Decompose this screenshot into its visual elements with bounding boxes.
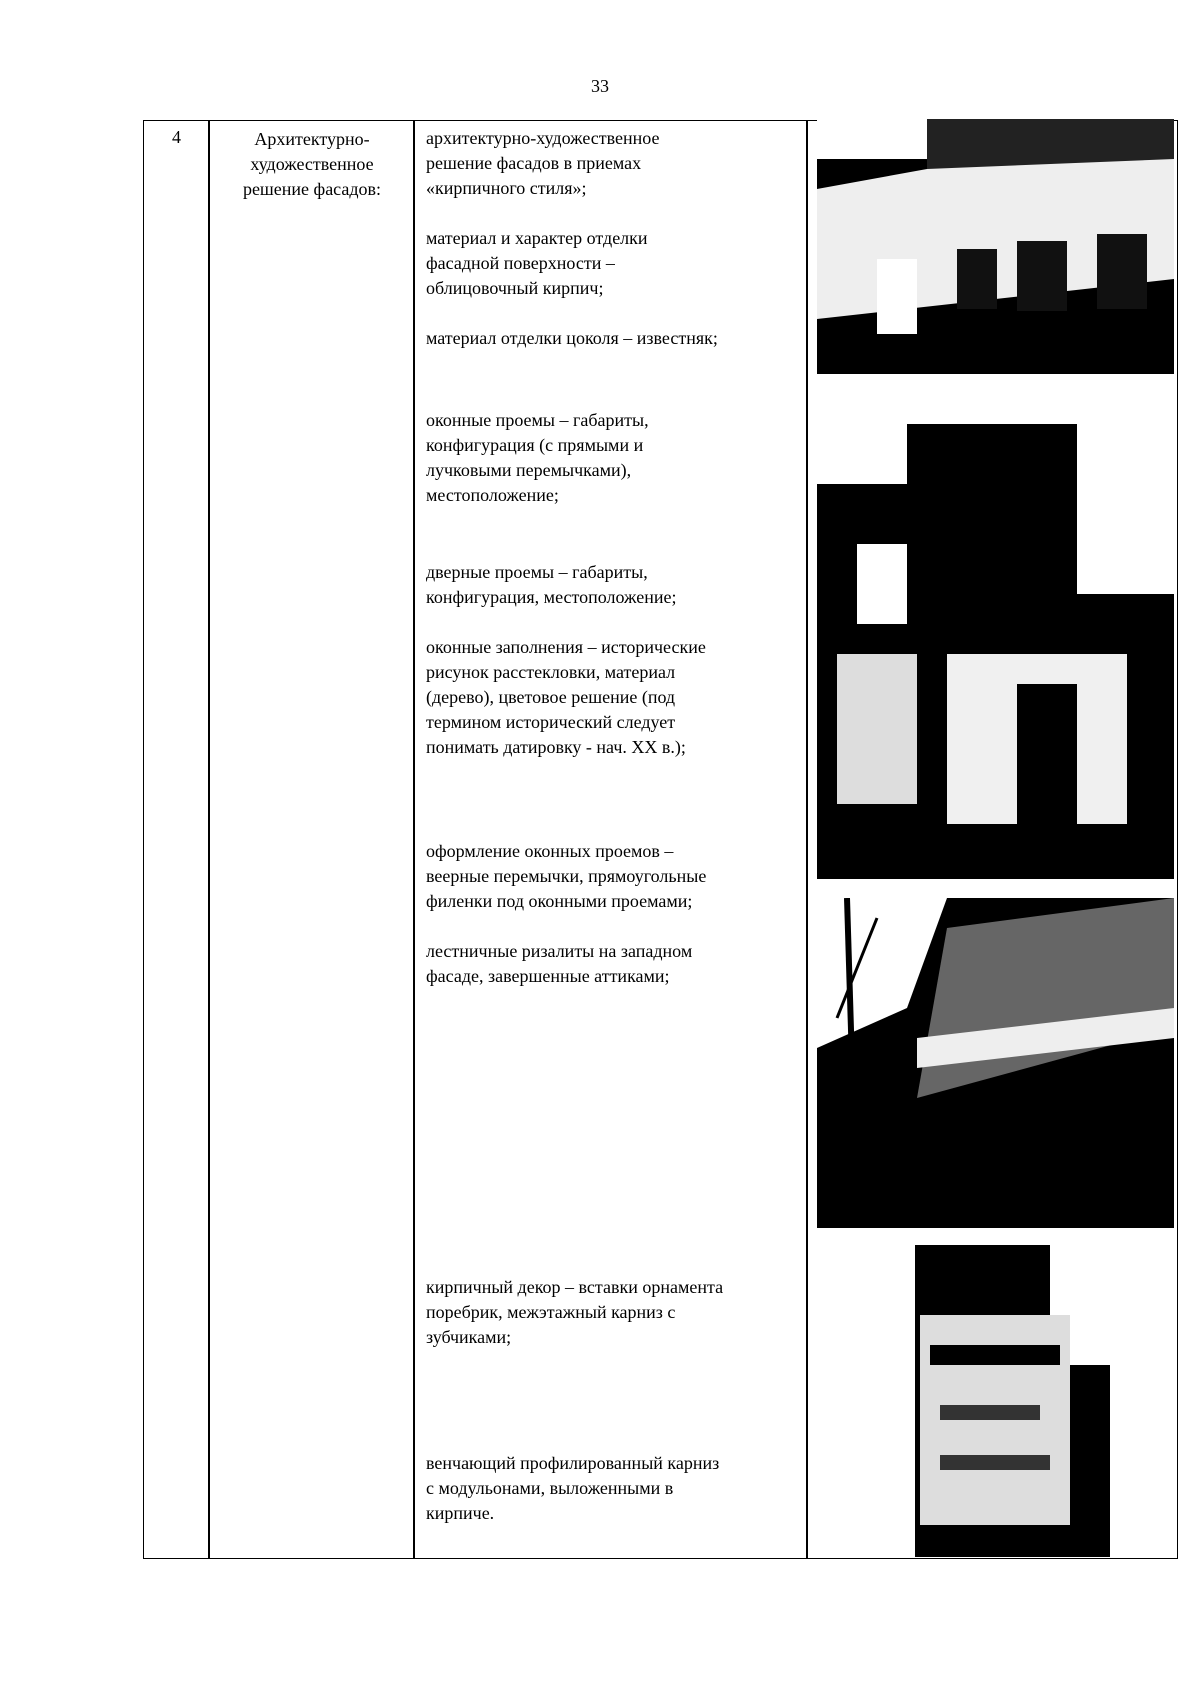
item-stair-risalits bbox=[426, 939, 801, 989]
row-name bbox=[210, 127, 414, 202]
item-facade-style bbox=[426, 126, 801, 201]
item-line: кирпиче. bbox=[426, 1503, 495, 1523]
item-brick-decor bbox=[426, 1275, 801, 1350]
item-line: венчающий профилированный карниз bbox=[426, 1453, 720, 1473]
facade-photo-4 bbox=[880, 1245, 1110, 1557]
item-line: «кирпичного стиля»; bbox=[426, 178, 587, 198]
item-line: конфигурация (с прямыми и bbox=[426, 435, 644, 455]
facade-table bbox=[143, 120, 1178, 1559]
row-number: 4 bbox=[172, 127, 181, 147]
column-divider bbox=[806, 121, 808, 1558]
item-line: архитектурно-художественное bbox=[426, 128, 660, 148]
item-line: рисунок расстекловки, материал bbox=[426, 662, 676, 682]
item-line: с модульонами, выложенными в bbox=[426, 1478, 674, 1498]
item-line: облицовочный кирпич; bbox=[426, 278, 604, 298]
item-facade-material bbox=[426, 226, 801, 301]
item-line: материал отделки цоколя – известняк; bbox=[426, 328, 718, 348]
column-divider bbox=[208, 121, 210, 1558]
item-line: зубчиками; bbox=[426, 1327, 512, 1347]
item-line: понимать датировку - нач. XX в.); bbox=[426, 737, 686, 757]
item-line: конфигурация, местоположение; bbox=[426, 587, 677, 607]
item-line: оконные проемы – габариты, bbox=[426, 410, 649, 430]
item-line: оконные заполнения – исторические bbox=[426, 637, 706, 657]
column-divider bbox=[413, 121, 415, 1558]
item-line: лучковыми перемычками), bbox=[426, 460, 632, 480]
page-number: 33 bbox=[591, 76, 609, 96]
item-line: фасаде, завершенные аттиками; bbox=[426, 966, 670, 986]
item-line: решение фасадов в приемах bbox=[426, 153, 642, 173]
item-line: поребрик, межэтажный карниз с bbox=[426, 1302, 676, 1322]
item-line: фасадной поверхности – bbox=[426, 253, 615, 273]
facade-photo-3 bbox=[817, 898, 1174, 1228]
facade-photo-2 bbox=[817, 424, 1174, 879]
item-line: лестничные ризалиты на западном bbox=[426, 941, 693, 961]
item-line: дверные проемы – габариты, bbox=[426, 562, 648, 582]
item-line: кирпичный декор – вставки орнамента bbox=[426, 1277, 724, 1297]
row-name-line: Архитектурно- bbox=[254, 129, 370, 149]
item-window-decoration bbox=[426, 839, 801, 914]
item-line: (дерево), цветовое решение (под bbox=[426, 687, 676, 707]
item-window-fillings bbox=[426, 635, 801, 760]
item-door-openings bbox=[426, 560, 801, 610]
item-line: местоположение; bbox=[426, 485, 559, 505]
item-line: материал и характер отделки bbox=[426, 228, 648, 248]
item-crowning-cornice bbox=[426, 1451, 801, 1526]
item-window-openings bbox=[426, 408, 801, 508]
facade-photo-1 bbox=[817, 119, 1174, 374]
item-plinth-material bbox=[426, 326, 801, 351]
item-line: оформление оконных проемов – bbox=[426, 841, 674, 861]
item-line: веерные перемычки, прямоугольные bbox=[426, 866, 707, 886]
item-line: филенки под оконными проемами; bbox=[426, 891, 693, 911]
item-line: термином исторический следует bbox=[426, 712, 676, 732]
row-name-line: решение фасадов: bbox=[242, 179, 382, 199]
row-name-line: художественное bbox=[250, 154, 374, 174]
